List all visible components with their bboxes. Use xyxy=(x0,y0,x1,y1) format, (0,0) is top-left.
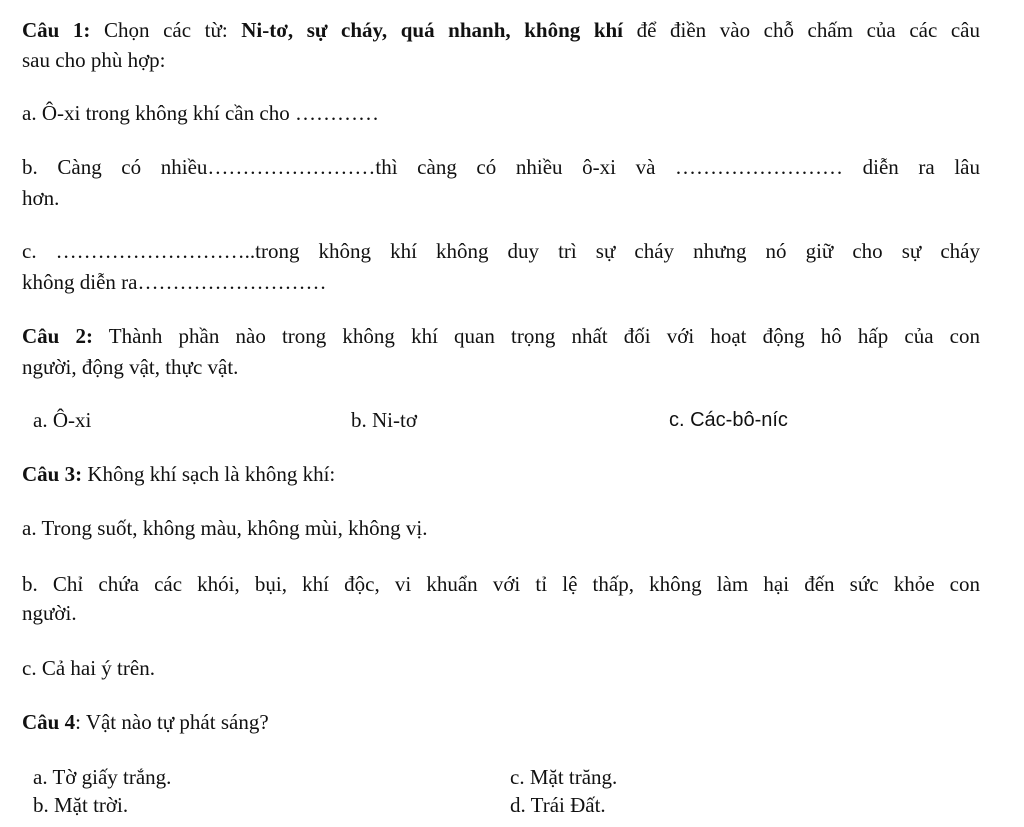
q3-item-a: a. Trong suốt, không màu, không mùi, không vị. xyxy=(22,516,428,540)
q1-line1 xyxy=(22,18,980,42)
q3-item-c: c. Cả hai ý trên. xyxy=(22,656,155,680)
q3-text: Không khí sạch là không khí: xyxy=(87,462,336,486)
q1-label: Câu 1: xyxy=(22,18,91,42)
q1-item-a: a. Ô-xi trong không khí cần cho ………… xyxy=(22,101,379,125)
q1-words: Ni-tơ, sự cháy, quá nhanh, không khí xyxy=(241,18,624,42)
q1-rest: để điền vào chỗ chấm của các câu xyxy=(636,18,980,42)
q1-intro: Chọn các từ: xyxy=(104,18,228,42)
q4-option-c: c. Mặt trăng. xyxy=(510,765,618,789)
q4-line1 xyxy=(22,710,269,734)
q2-option-c: c. Các-bô-níc xyxy=(669,409,788,431)
q1-item-c-line1: c. ………………………..trong không khí không duy trì sự cháy nhưng nó giữ cho sự cháy xyxy=(22,239,980,263)
q1-line2: sau cho phù hợp: xyxy=(22,48,166,72)
q2-label: Câu 2: xyxy=(22,324,93,348)
q3-item-b-line2: người. xyxy=(22,601,77,625)
q4-option-d: d. Trái Đất. xyxy=(510,793,606,817)
q4-label: Câu 4 xyxy=(22,710,76,734)
q2-line2: người, động vật, thực vật. xyxy=(22,355,239,379)
q4-option-b: b. Mặt trời. xyxy=(33,793,129,817)
q3-line1 xyxy=(22,462,335,486)
q1-item-c-line2: không diễn ra……………………… xyxy=(22,270,327,294)
q1-item-b-line1: b. Càng có nhiều……………………thì càng có nhiều ô-xi và …………………… diễn ra lâu xyxy=(22,155,980,179)
q4-text: : Vật nào tự phát sáng? xyxy=(75,710,269,734)
q4-option-a: a. Tờ giấy trắng. xyxy=(33,765,172,789)
q3-label: Câu 3: xyxy=(22,462,83,486)
q1-item-b-line2: hơn. xyxy=(22,186,60,210)
q2-option-a: a. Ô-xi xyxy=(33,408,92,432)
q3-item-b-line1: b. Chỉ chứa các khói, bụi, khí độc, vi khuẩn với tỉ lệ thấp, không làm hại đến sức khỏe con xyxy=(22,572,980,596)
q2-text: Thành phần nào trong không khí quan trọng nhất đối với hoạt động hô hấp của con xyxy=(108,324,980,348)
q2-line1 xyxy=(22,324,980,348)
q2-option-b: b. Ni-tơ xyxy=(351,408,417,432)
